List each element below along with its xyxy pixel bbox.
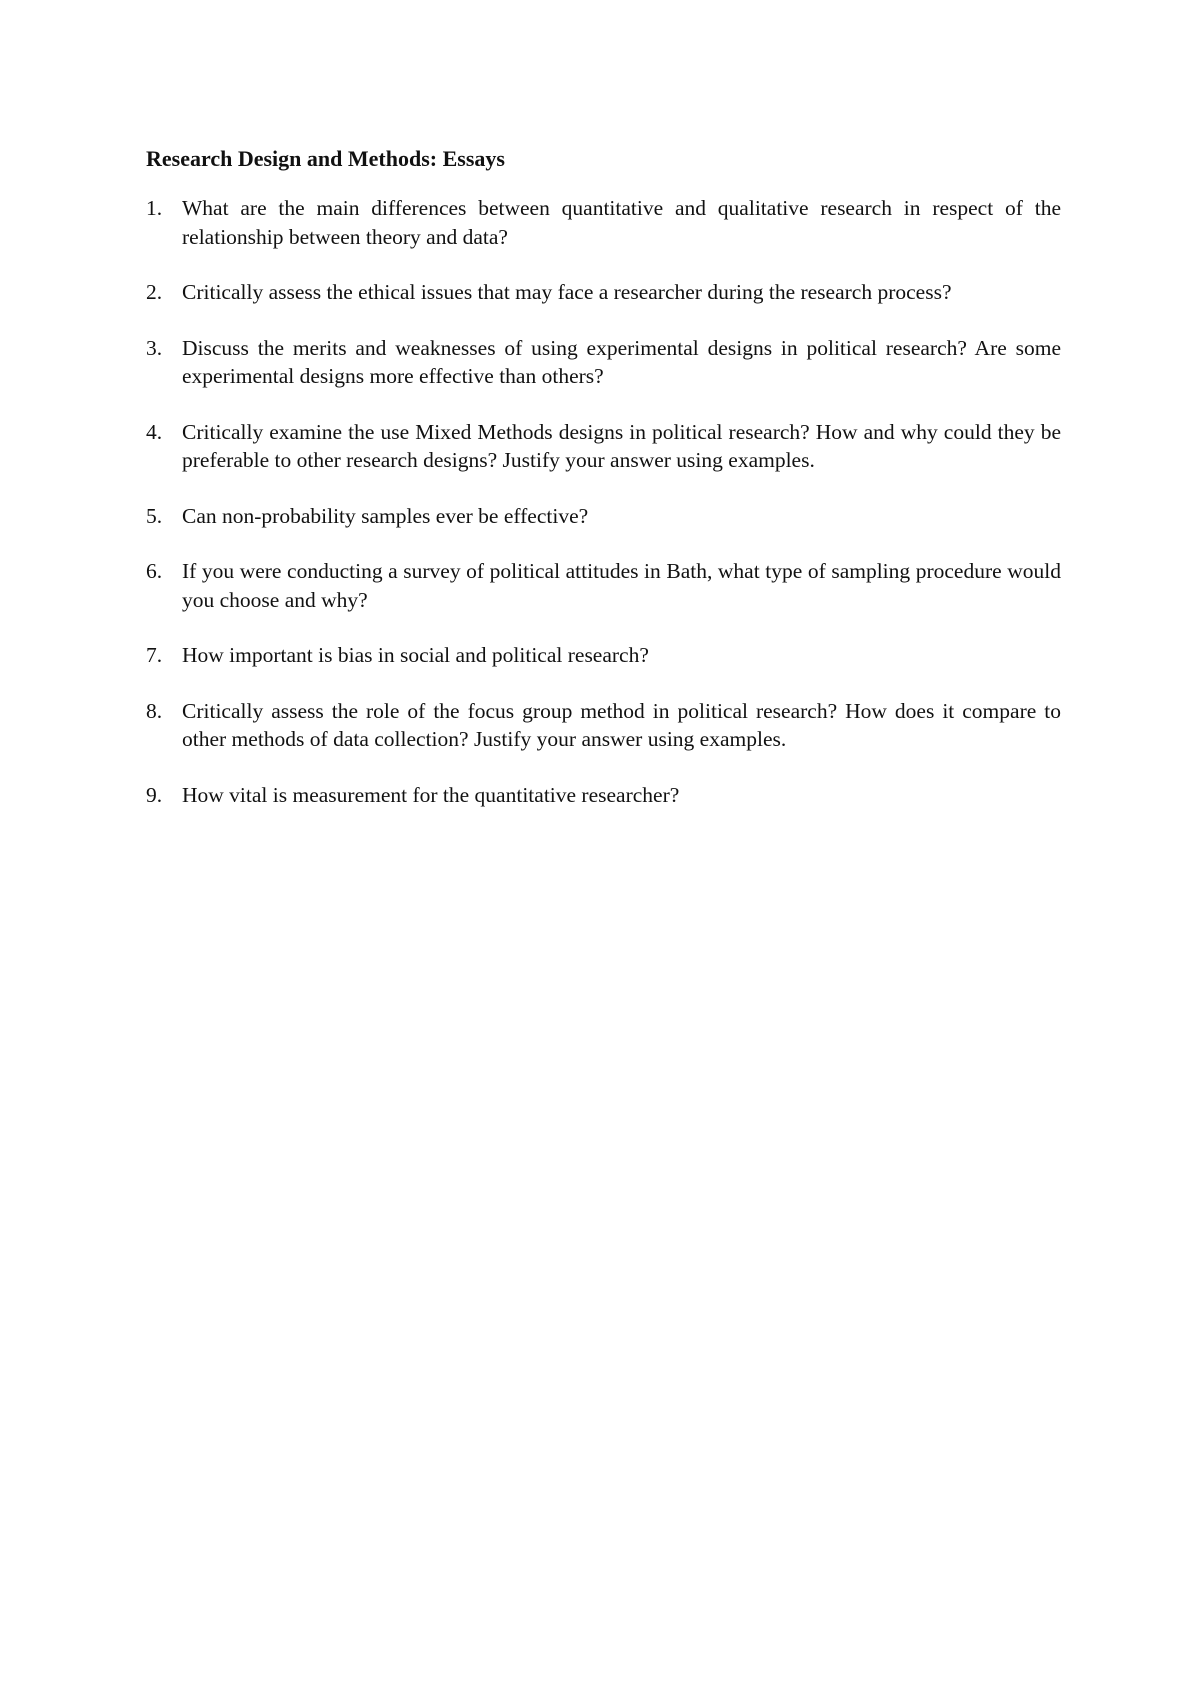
essay-question-4 [146,418,1061,475]
essay-question-1 [146,194,1061,251]
question-text: Can non-probability samples ever be effective? [182,503,589,528]
document-content [146,144,1061,836]
essay-question-3 [146,334,1061,391]
question-number: 9. [146,782,163,807]
question-text: If you were conducting a survey of political attitudes in Bath, what type of sampling procedure would you choose and why? [182,559,1061,612]
question-text: What are the main differences between quantitative and qualitative research in respect of the relationship between theory and data? [182,196,1061,249]
essay-question-2 [146,278,1061,307]
question-number: 8. [146,698,163,723]
question-text: How vital is measurement for the quantitative researcher? [182,782,680,807]
question-number: 2. [146,280,163,304]
question-number: 3. [146,335,163,360]
question-number: 6. [146,559,163,583]
question-text: Critically assess the ethical issues that may face a researcher during the research process? [182,280,952,304]
essay-question-6 [146,557,1061,614]
question-number: 5. [146,503,163,528]
question-text: Critically assess the role of the focus group method in political research? How does it compare to other methods of data collection? Justify your answer using examples. [182,698,1061,751]
essay-question-9 [146,781,1061,810]
question-number: 1. [146,196,163,220]
question-text: Critically examine the use Mixed Methods designs in political research? How and why could they be preferable to other research designs? Justify your answer using examples. [182,419,1061,472]
essay-question-7 [146,641,1061,670]
essay-question-list [146,194,1061,809]
question-number: 4. [146,419,163,444]
page-title: Research Design and Methods: Essays [146,146,505,171]
question-number: 7. [146,643,163,667]
essay-question-8 [146,697,1061,754]
question-text: Discuss the merits and weaknesses of using experimental designs in political research? Are some experimental designs more effective than others? [182,335,1061,388]
essay-question-5 [146,502,1061,531]
question-text: How important is bias in social and political research? [182,643,649,667]
